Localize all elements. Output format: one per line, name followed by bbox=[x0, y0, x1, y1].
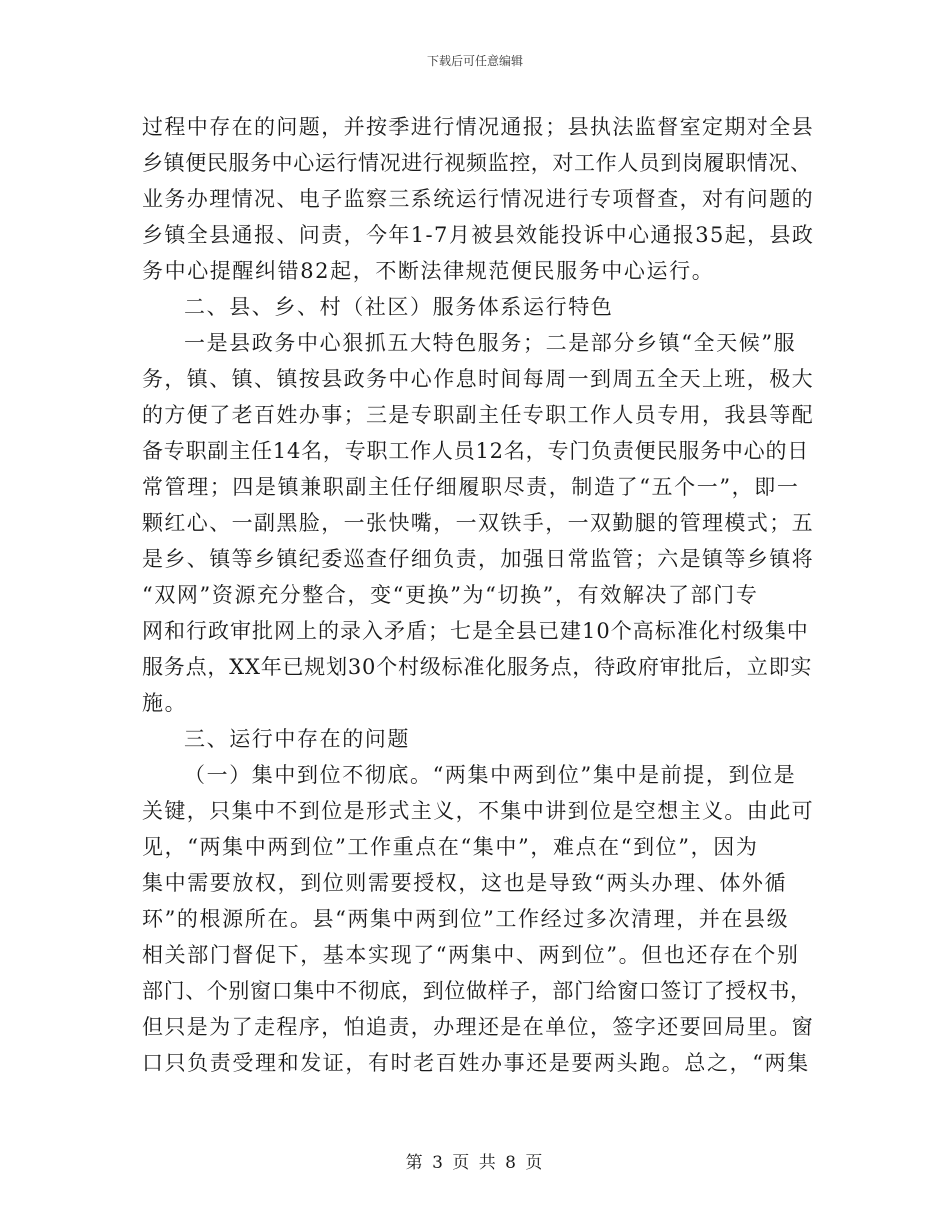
paragraph-line: 务中心提醒纠错82起，不断法律规范便民服务中心运行。 bbox=[142, 259, 715, 283]
paragraph-line: 一是县政务中心狠抓五大特色服务；二是部分乡镇“全天候”服 bbox=[184, 331, 797, 355]
paragraph-line: “双网”资源充分整合，变“更换”为“切换”，有效解决了部门专 bbox=[142, 583, 759, 607]
section-heading: 三、运行中存在的问题 bbox=[184, 727, 410, 751]
paragraph-line: 乡镇全县通报、问责，今年1-7月被县效能投诉中心通报35起，县政 bbox=[142, 223, 815, 247]
paragraph-line: 口只负责受理和发证，有时老百姓办事还是要两头跑。总之，“两集 bbox=[142, 1051, 810, 1075]
paragraph-line: 部门、个别窗口集中不彻底，到位做样子，部门给窗口签订了授权书， bbox=[142, 979, 812, 1003]
paragraph-line: 环”的根源所在。县“两集中两到位”工作经过多次清理，并在县级 bbox=[142, 907, 790, 931]
paragraph-line: 乡镇便民服务中心运行情况进行视频监控，对工作人员到岗履职情况、 bbox=[142, 151, 812, 175]
paragraph-line: 过程中存在的问题，并按季进行情况通报；县执法监督室定期对全县 bbox=[142, 115, 814, 139]
paragraph-line: 常管理；四是镇兼职副主任仔细履职尽责，制造了“五个一”，即一 bbox=[142, 475, 800, 499]
document-body bbox=[142, 109, 814, 1081]
paragraph-line: （一）集中到位不彻底。“两集中两到位”集中是前提，到位是 bbox=[184, 763, 797, 787]
page-number-footer: 第 3 页 共 8 页 bbox=[405, 1153, 545, 1173]
paragraph-line: 但只是为了走程序，怕追责，办理还是在单位，签字还要回局里。窗 bbox=[142, 1015, 814, 1039]
paragraph-line: 集中需要放权，到位则需要授权，这也是导致“两头办理、体外循 bbox=[142, 871, 788, 895]
paragraph-line: 颗红心、一副黑脸，一张快嘴，一双铁手，一双勤腿的管理模式；五 bbox=[142, 511, 814, 535]
paragraph-line: 施。 bbox=[142, 691, 188, 715]
paragraph-line: 关键，只集中不到位是形式主义，不集中讲到位是空想主义。由此可 bbox=[142, 799, 814, 823]
paragraph-line: 的方便了老百姓办事；三是专职副主任专职工作人员专用，我县等配 bbox=[142, 403, 814, 427]
paragraph-line: 业务办理情况、电子监察三系统运行情况进行专项督查，对有问题的 bbox=[142, 187, 814, 211]
page-header-note: 下载后可任意编辑 bbox=[426, 54, 523, 68]
paragraph-line: 网和行政审批网上的录入矛盾；七是全县已建10个高标准化村级集中 bbox=[142, 619, 809, 643]
paragraph-line: 是乡、镇等乡镇纪委巡查仔细负责，加强日常监管；六是镇等乡镇将 bbox=[142, 547, 814, 571]
paragraph-line: 见，“两集中两到位”工作重点在“集中”，难点在“到位”，因为 bbox=[142, 835, 759, 859]
section-heading: 二、县、乡、村（社区）服务体系运行特色 bbox=[184, 295, 614, 319]
paragraph-line: 相关部门督促下，基本实现了“两集中、两到位”。但也还存在个别 bbox=[142, 943, 800, 967]
paragraph-line: 服务点，XX年已规划30个村级标准化服务点，待政府审批后，立即实 bbox=[142, 655, 813, 679]
paragraph-line: 务，镇、镇、镇按县政务中心作息时间每周一到周五全天上班，极大 bbox=[142, 367, 814, 391]
paragraph-line: 备专职副主任14名，专职工作人员12名，专门负责便民服务中心的日 bbox=[142, 439, 810, 463]
